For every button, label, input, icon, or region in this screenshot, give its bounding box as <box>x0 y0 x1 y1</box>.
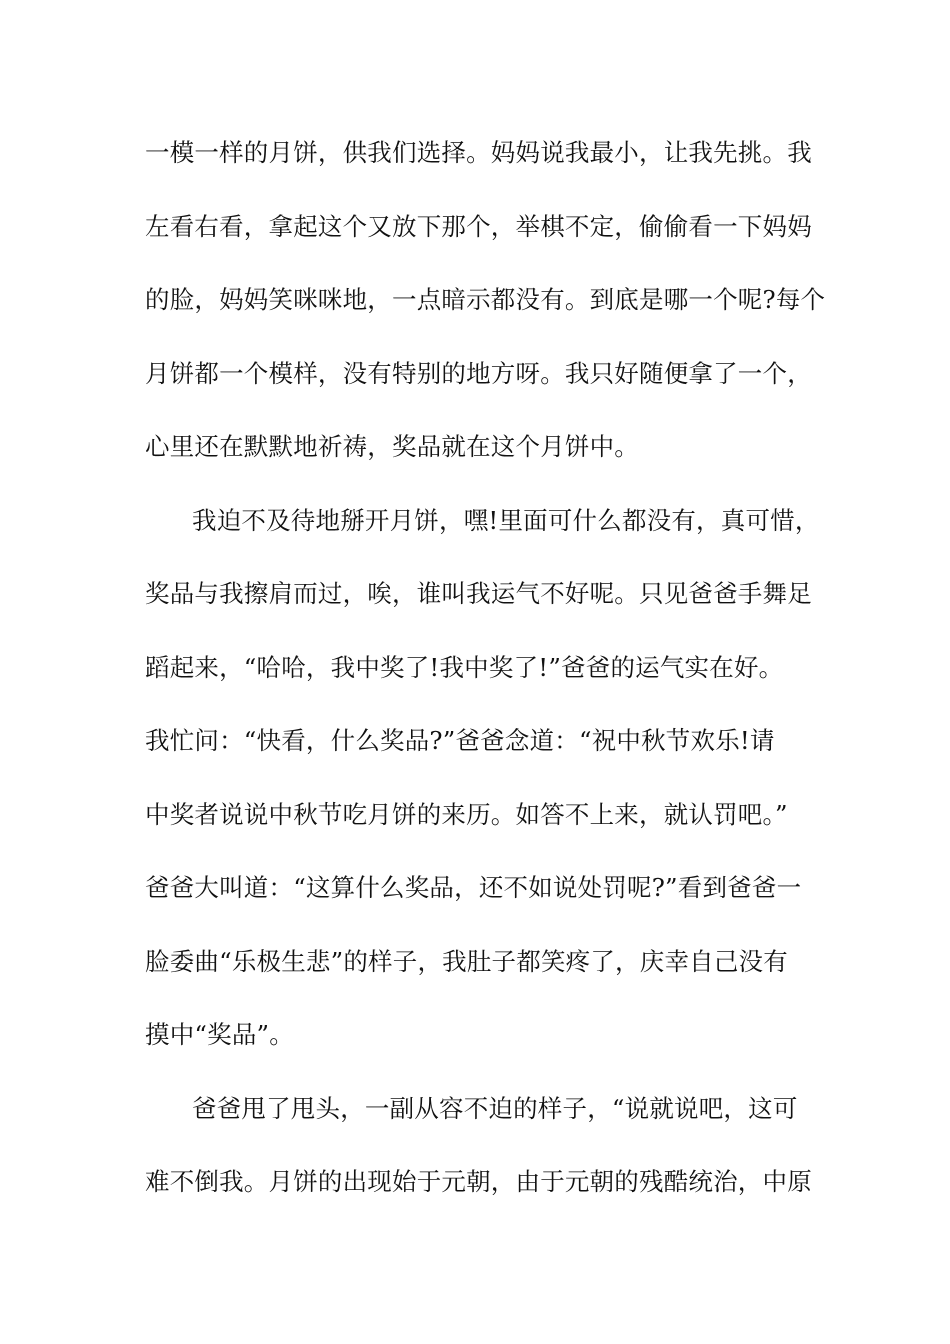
text-line: 月饼都一个模样，没有特别的地方呀。我只好随便拿了一个， <box>145 358 812 388</box>
text-line: 中奖者说说中秋节吃月饼的来历。如答不上来，就认罚吧。” <box>145 799 788 829</box>
paragraph-first-line: 爸爸甩了甩头，一副从容不迫的样子，“说就说吧，这可 <box>192 1093 798 1123</box>
text-line: 蹈起来，“哈哈，我中奖了!我中奖了!”爸爸的运气实在好。 <box>145 652 784 682</box>
text-line: 我忙问：“快看，什么奖品?”爸爸念道：“祝中秋节欢乐!请 <box>145 726 775 755</box>
text-line: 爸爸大叫道：“这算什么奖品，还不如说处罚呢?”看到爸爸一 <box>145 873 802 902</box>
text-line: 左看右看，拿起这个又放下那个，举棋不定，偷偷看一下妈妈 <box>145 211 812 241</box>
body-text <box>145 130 826 1233</box>
text-line: 难不倒我。月饼的出现始于元朝，由于元朝的残酷统治，中原 <box>145 1167 812 1196</box>
text-line: 一模一样的月饼，供我们选择。妈妈说我最小，让我先挑。我 <box>145 138 812 167</box>
paragraph-first-line: 我迫不及待地掰开月饼，嘿!里面可什么都没有，真可惜， <box>192 505 820 535</box>
text-line: 心里还在默默地祈祷，奖品就在这个月饼中。 <box>145 432 639 461</box>
text-line: 的脸，妈妈笑咪咪地，一点暗示都没有。到底是哪一个呢?每个 <box>145 285 826 314</box>
text-line: 脸委曲“乐极生悲”的样子，我肚子都笑疼了，庆幸自己没有 <box>145 946 788 976</box>
text-line: 摸中“奖品”。 <box>145 1020 294 1049</box>
text-line: 奖品与我擦肩而过，唉，谁叫我运气不好呢。只见爸爸手舞足 <box>145 579 812 608</box>
